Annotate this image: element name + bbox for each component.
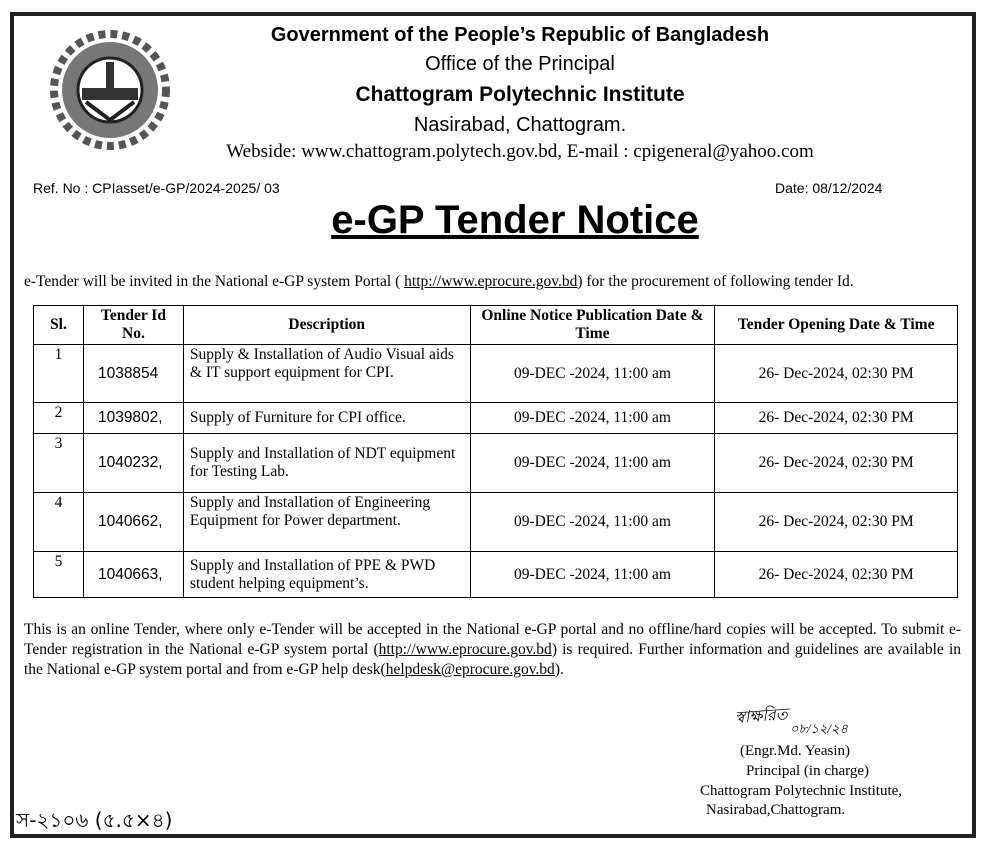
signatory-institute: Chattogram Polytechnic Institute, <box>700 783 903 799</box>
cell-publication: 09-DEC -2024, 11:00 am <box>470 434 715 493</box>
cell-description: Supply and Installation of Engineering Equipment for Power department. <box>183 493 470 552</box>
institute-name: Chattogram Polytechnic Institute <box>355 83 685 106</box>
table-row <box>34 434 958 493</box>
office-heading: Office of the Principal <box>425 53 615 75</box>
cell-opening: 26- Dec-2024, 02:30 PM <box>715 434 958 493</box>
cell-sl: 2 <box>34 403 84 434</box>
cell-publication: 09-DEC -2024, 11:00 am <box>470 403 715 434</box>
cell-publication: 09-DEC -2024, 11:00 am <box>470 493 715 552</box>
cell-opening: 26- Dec-2024, 02:30 PM <box>715 493 958 552</box>
table-row <box>34 552 958 598</box>
signatory-role: Principal (in charge) <box>746 763 870 779</box>
cell-opening: 26- Dec-2024, 02:30 PM <box>715 403 958 434</box>
cell-opening: 26- Dec-2024, 02:30 PM <box>715 345 958 403</box>
cell-description: Supply of Furniture for CPI office. <box>183 403 470 434</box>
header-description: Description <box>183 306 470 345</box>
cell-tender-id: 1040663, <box>83 552 183 598</box>
institute-logo <box>50 30 170 150</box>
table-row <box>34 345 958 403</box>
cell-tender-id: 1040662, <box>83 493 183 552</box>
header-tender-id: Tender Id No. <box>83 306 183 345</box>
cell-publication: 09-DEC -2024, 11:00 am <box>470 552 715 598</box>
header-sl: Sl. <box>34 306 84 345</box>
government-heading: Government of the People’s Republic of Bangladesh <box>270 24 770 46</box>
notice-title: e-GP Tender Notice <box>331 198 699 242</box>
cell-description: Supply & Installation of Audio Visual aids & IT support equipment for CPI. <box>183 345 470 403</box>
signatory-name: (Engr.Md. Yeasin) <box>740 743 851 759</box>
header-opening: Tender Opening Date & Time <box>715 306 958 345</box>
eprocure-link[interactable]: http://www.eprocure.gov.bd <box>404 273 578 290</box>
table-row <box>34 493 958 552</box>
instructions-paragraph: This is an online Tender, where only e-Tender will be accepted in the National e-GP portal and no offline/hard copies will be accepted. To submit e-Tender registration in the National e-GP system portal (http://www.eprocure.gov.bd) is required. Further information and guidelines are available in the National e-GP system portal and from e-GP help desk(helpdesk@eprocure.gov.bd). <box>24 621 961 678</box>
table-row <box>34 403 958 434</box>
cell-sl: 4 <box>34 493 84 552</box>
table-header-row <box>34 306 958 345</box>
cell-description: Supply and Installation of NDT equipment for Testing Lab. <box>183 434 470 493</box>
cell-sl: 5 <box>34 552 84 598</box>
cell-tender-id: 1040232, <box>83 434 183 493</box>
eprocure-link-2[interactable]: http://www.eprocure.gov.bd <box>378 641 552 658</box>
signature: স্বাক্ষরিত <box>734 706 789 727</box>
helpdesk-email-link[interactable]: helpdesk@eprocure.gov.bd <box>385 661 555 678</box>
reference-number: Ref. No : CPIasset/e-GP/2024-2025/ 03 <box>33 180 280 196</box>
institute-address: Nasirabad, Chattogram. <box>413 114 627 136</box>
cell-tender-id: 1038854 <box>83 345 183 403</box>
signature-date: ০৮/১২/২৪ <box>790 721 848 736</box>
form-code: স-২১০৬ (৫.৫×৪) <box>16 808 173 832</box>
cell-sl: 1 <box>34 345 84 403</box>
cell-sl: 3 <box>34 434 84 493</box>
cell-opening: 26- Dec-2024, 02:30 PM <box>715 552 958 598</box>
notice-date: Date: 08/12/2024 <box>775 180 883 196</box>
signatory-address: Nasirabad,Chattogram. <box>706 802 846 818</box>
header-publication: Online Notice Publication Date & Time <box>470 306 715 345</box>
contact-line: Webside: www.chattogram.polytech.gov.bd, E-mail : cpigeneral@yahoo.com <box>226 141 814 162</box>
cell-description: Supply and Installation of PPE & PWD student helping equipment’s. <box>183 552 470 598</box>
cell-publication: 09-DEC -2024, 11:00 am <box>470 345 715 403</box>
intro-text: e-Tender will be invited in the National e-GP system Portal ( http://www.eprocure.gov.bd) for the procurement of following tender Id. <box>24 273 854 290</box>
tender-table <box>33 305 958 598</box>
cell-tender-id: 1039802, <box>83 403 183 434</box>
